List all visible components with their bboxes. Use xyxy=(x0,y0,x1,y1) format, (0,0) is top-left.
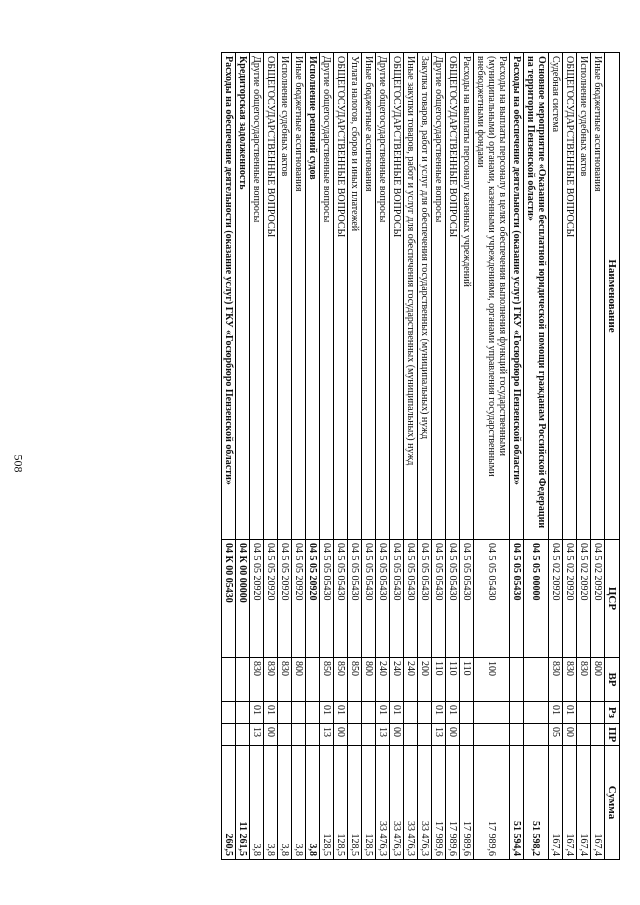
cell-csr: 04 5 05 00000 xyxy=(524,540,549,658)
cell-name: ОБЩЕГОСУДАРСТВЕННЫЕ ВОПРОСЫ xyxy=(563,53,577,540)
table-row xyxy=(404,53,418,860)
cell-vr xyxy=(306,658,320,702)
cell-pr: 13 xyxy=(432,724,446,746)
table-row xyxy=(278,53,292,860)
cell-csr: 04 5 05 05430 xyxy=(432,540,446,658)
cell-csr: 04 5 05 05430 xyxy=(474,540,510,658)
cell-sum: 128,5 xyxy=(334,746,348,860)
header-name: Наименование xyxy=(605,53,620,540)
table-row xyxy=(577,53,591,860)
table-row xyxy=(292,53,306,860)
cell-csr: 04 5 05 20920 xyxy=(278,540,292,658)
cell-name: Иные бюджетные ассигнования xyxy=(362,53,376,540)
table-row xyxy=(446,53,460,860)
cell-pr: 13 xyxy=(320,724,334,746)
cell-sum: 128,5 xyxy=(362,746,376,860)
cell-vr: 200 xyxy=(418,658,432,702)
cell-sum: 3,8 xyxy=(264,746,278,860)
cell-rz: 01 xyxy=(334,702,348,724)
cell-rz xyxy=(278,702,292,724)
cell-sum: 17 989,6 xyxy=(432,746,446,860)
cell-name: Уплата налогов, сборов и иных платежей xyxy=(348,53,362,540)
cell-name: ОБЩЕГОСУДАРСТВЕННЫЕ ВОПРОСЫ xyxy=(446,53,460,540)
cell-csr: 04 К 00 05430 xyxy=(222,540,236,658)
cell-name: Другие общегосударственные вопросы xyxy=(250,53,264,540)
page-number: 508 xyxy=(11,454,26,473)
cell-sum: 3,8 xyxy=(292,746,306,860)
cell-name: Кредиторская задолженность xyxy=(236,53,250,540)
cell-rz: 01 xyxy=(563,702,577,724)
cell-csr: 04 5 02 20920 xyxy=(563,540,577,658)
cell-name: ОБЩЕГОСУДАРСТВЕННЫЕ ВОПРОСЫ xyxy=(264,53,278,540)
table-row xyxy=(362,53,376,860)
cell-sum: 167,4 xyxy=(577,746,591,860)
cell-csr: 04 5 05 20920 xyxy=(264,540,278,658)
table-row xyxy=(264,53,278,860)
cell-sum: 11 261,5 xyxy=(236,746,250,860)
cell-sum: 33 476,3 xyxy=(404,746,418,860)
cell-csr: 04 5 02 20920 xyxy=(591,540,605,658)
cell-sum: 17 989,6 xyxy=(460,746,474,860)
cell-csr: 04 5 05 05430 xyxy=(390,540,404,658)
cell-rz xyxy=(510,702,524,724)
table-row xyxy=(460,53,474,860)
cell-csr: 04 5 05 20920 xyxy=(292,540,306,658)
cell-rz xyxy=(292,702,306,724)
cell-pr xyxy=(306,724,320,746)
cell-sum: 167,4 xyxy=(563,746,577,860)
table-row xyxy=(348,53,362,860)
cell-sum: 128,5 xyxy=(320,746,334,860)
cell-sum: 51 594,4 xyxy=(510,746,524,860)
cell-csr: 04 5 05 20920 xyxy=(306,540,320,658)
cell-name: Другие общегосударственные вопросы xyxy=(376,53,390,540)
cell-vr: 830 xyxy=(549,658,563,702)
cell-name: Закупка товаров, работ и услуг для обеспечения государственных (муниципальных) нужд xyxy=(418,53,432,540)
cell-pr xyxy=(524,724,549,746)
cell-vr: 110 xyxy=(432,658,446,702)
cell-vr: 800 xyxy=(591,658,605,702)
cell-csr: 04 5 02 20920 xyxy=(549,540,563,658)
budget-table xyxy=(221,52,620,860)
cell-rz: 01 xyxy=(432,702,446,724)
cell-vr xyxy=(222,658,236,702)
cell-csr: 04 5 05 05430 xyxy=(376,540,390,658)
cell-csr: 04 5 05 05430 xyxy=(348,540,362,658)
rotated-page xyxy=(60,52,620,859)
cell-vr: 850 xyxy=(320,658,334,702)
cell-vr: 830 xyxy=(250,658,264,702)
cell-vr: 240 xyxy=(390,658,404,702)
cell-vr: 110 xyxy=(446,658,460,702)
cell-csr: 04 5 02 20920 xyxy=(577,540,591,658)
cell-name: Другие общегосударственные вопросы xyxy=(320,53,334,540)
cell-vr: 830 xyxy=(278,658,292,702)
cell-pr xyxy=(404,724,418,746)
cell-csr: 04 5 05 05430 xyxy=(446,540,460,658)
table-wrapper xyxy=(60,52,620,859)
cell-csr: 04 5 05 05430 xyxy=(510,540,524,658)
cell-vr: 240 xyxy=(404,658,418,702)
cell-name: ОБЩЕГОСУДАРСТВЕННЫЕ ВОПРОСЫ xyxy=(334,53,348,540)
cell-rz xyxy=(362,702,376,724)
cell-vr: 100 xyxy=(474,658,510,702)
table-header-row xyxy=(605,53,620,860)
cell-sum: 3,8 xyxy=(250,746,264,860)
cell-sum: 51 598,2 xyxy=(524,746,549,860)
cell-rz xyxy=(306,702,320,724)
cell-sum: 128,5 xyxy=(348,746,362,860)
cell-sum: 167,4 xyxy=(591,746,605,860)
cell-rz: 01 xyxy=(320,702,334,724)
cell-pr xyxy=(222,724,236,746)
cell-sum: 3,8 xyxy=(306,746,320,860)
cell-vr xyxy=(510,658,524,702)
table-row xyxy=(591,53,605,860)
cell-name: Судебная система xyxy=(549,53,563,540)
table-row xyxy=(432,53,446,860)
cell-pr xyxy=(418,724,432,746)
cell-sum: 17 989,6 xyxy=(474,746,510,860)
cell-name: Расходы на выплаты персоналу в целях обеспечения выполнения функций государственными (муниципальными) органами, казенными учреждениями, органами управления государственными внебюджетными фондами xyxy=(474,53,510,540)
table-row xyxy=(418,53,432,860)
table-row xyxy=(222,53,236,860)
cell-name: Иные бюджетные ассигнования xyxy=(292,53,306,540)
cell-pr xyxy=(460,724,474,746)
cell-name: Расходы на обеспечение деятельности (оказание услуг) ГКУ «Госюрбюро Пензенской области» xyxy=(222,53,236,540)
cell-vr: 240 xyxy=(376,658,390,702)
cell-pr xyxy=(292,724,306,746)
cell-pr: 13 xyxy=(250,724,264,746)
cell-pr: 13 xyxy=(376,724,390,746)
cell-pr xyxy=(591,724,605,746)
cell-pr xyxy=(362,724,376,746)
cell-sum: 167,4 xyxy=(549,746,563,860)
cell-vr: 110 xyxy=(460,658,474,702)
cell-name: Другие общегосударственные вопросы xyxy=(432,53,446,540)
cell-sum: 260,5 xyxy=(222,746,236,860)
cell-name: Иные закупки товаров, работ и услуг для обеспечения государственных (муниципальных) нужд xyxy=(404,53,418,540)
cell-rz: 01 xyxy=(446,702,460,724)
cell-pr: 00 xyxy=(563,724,577,746)
cell-rz xyxy=(418,702,432,724)
cell-sum: 33 476,3 xyxy=(418,746,432,860)
header-csr: ЦСР xyxy=(605,540,620,658)
cell-vr: 850 xyxy=(334,658,348,702)
cell-csr: 04 5 05 05430 xyxy=(334,540,348,658)
table-row xyxy=(236,53,250,860)
cell-rz xyxy=(474,702,510,724)
table-row xyxy=(334,53,348,860)
cell-vr: 850 xyxy=(348,658,362,702)
cell-rz: 01 xyxy=(376,702,390,724)
cell-rz xyxy=(524,702,549,724)
cell-name: Исполнение судебных актов xyxy=(577,53,591,540)
table-row xyxy=(390,53,404,860)
cell-vr: 800 xyxy=(292,658,306,702)
cell-rz: 01 xyxy=(390,702,404,724)
cell-sum: 3,8 xyxy=(278,746,292,860)
cell-vr: 800 xyxy=(362,658,376,702)
table-row xyxy=(250,53,264,860)
cell-sum: 17 989,6 xyxy=(446,746,460,860)
cell-csr: 04 5 05 20920 xyxy=(250,540,264,658)
cell-rz xyxy=(236,702,250,724)
cell-vr xyxy=(236,658,250,702)
table-row xyxy=(376,53,390,860)
cell-rz: 01 xyxy=(264,702,278,724)
header-pr: ПР xyxy=(605,724,620,746)
cell-rz xyxy=(591,702,605,724)
cell-pr xyxy=(236,724,250,746)
cell-pr xyxy=(474,724,510,746)
cell-rz xyxy=(404,702,418,724)
cell-name: Расходы на обеспечение деятельности (оказание услуг) ГКУ «Госюрбюро Пензенской области» xyxy=(510,53,524,540)
cell-rz: 01 xyxy=(250,702,264,724)
cell-pr: 05 xyxy=(549,724,563,746)
cell-name: ОБЩЕГОСУДАРСТВЕННЫЕ ВОПРОСЫ xyxy=(390,53,404,540)
table-body xyxy=(222,53,605,860)
table-row xyxy=(510,53,524,860)
table-row xyxy=(524,53,549,860)
header-rz: Рз xyxy=(605,702,620,724)
cell-pr xyxy=(510,724,524,746)
cell-pr: 00 xyxy=(264,724,278,746)
cell-rz xyxy=(460,702,474,724)
table-row xyxy=(474,53,510,860)
cell-pr xyxy=(278,724,292,746)
cell-rz xyxy=(577,702,591,724)
cell-name: Исполнение судебных актов xyxy=(278,53,292,540)
cell-pr: 00 xyxy=(390,724,404,746)
cell-name: Иные бюджетные ассигнования xyxy=(591,53,605,540)
cell-csr: 04 5 05 05430 xyxy=(320,540,334,658)
cell-rz xyxy=(348,702,362,724)
cell-csr: 04 5 05 05430 xyxy=(460,540,474,658)
cell-sum: 33 476,3 xyxy=(390,746,404,860)
cell-vr: 830 xyxy=(577,658,591,702)
cell-name: Исполнение решений судов xyxy=(306,53,320,540)
cell-csr: 04 К 00 00000 xyxy=(236,540,250,658)
cell-rz xyxy=(222,702,236,724)
cell-sum: 33 476,3 xyxy=(376,746,390,860)
cell-pr: 00 xyxy=(334,724,348,746)
cell-name: Основное мероприятие «Оказание бесплатной юридической помощи гражданам Российской Федерации на территории Пензенской области» xyxy=(524,53,549,540)
header-vr: ВР xyxy=(605,658,620,702)
cell-pr xyxy=(348,724,362,746)
cell-vr: 830 xyxy=(563,658,577,702)
cell-pr xyxy=(577,724,591,746)
cell-name: Расходы на выплаты персоналу казенных учреждений xyxy=(460,53,474,540)
cell-vr xyxy=(524,658,549,702)
cell-vr: 830 xyxy=(264,658,278,702)
cell-pr: 00 xyxy=(446,724,460,746)
cell-csr: 04 5 05 05430 xyxy=(418,540,432,658)
table-row xyxy=(306,53,320,860)
cell-csr: 04 5 05 05430 xyxy=(362,540,376,658)
table-row xyxy=(549,53,563,860)
table-row xyxy=(563,53,577,860)
header-sum: Сумма xyxy=(605,746,620,860)
cell-csr: 04 5 05 05430 xyxy=(404,540,418,658)
table-row xyxy=(320,53,334,860)
cell-rz: 01 xyxy=(549,702,563,724)
